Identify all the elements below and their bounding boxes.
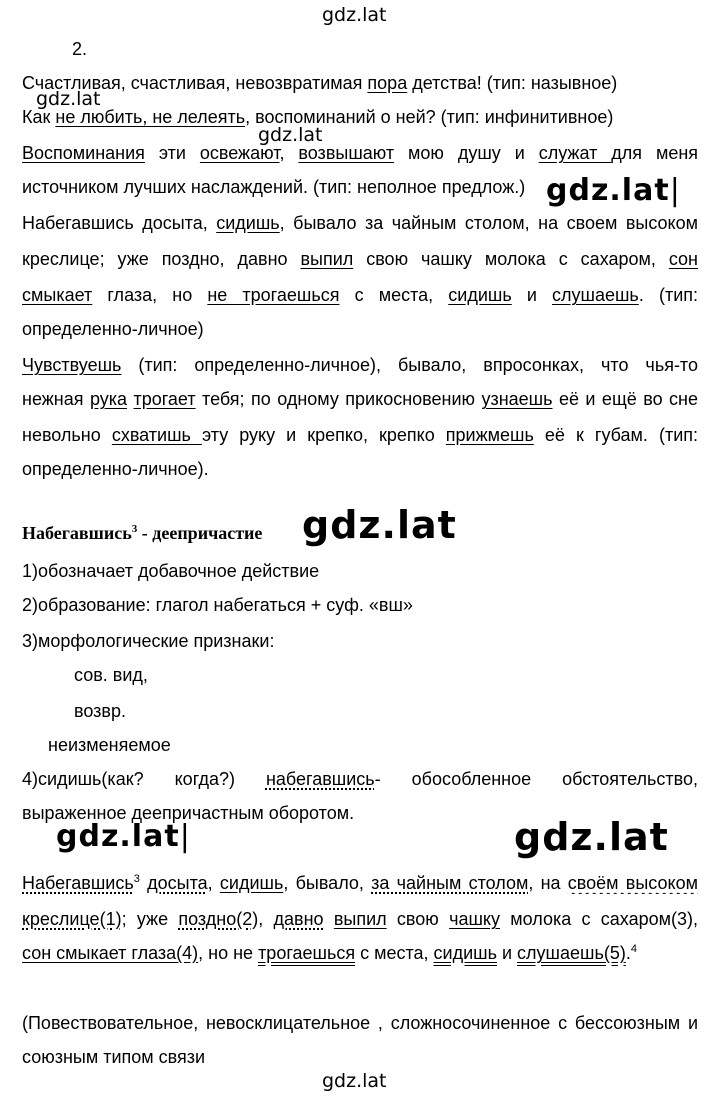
sentence-5-line-1: Чувствуешь (тип: определенно-личное), бывало, впросонках, что чья-то [22, 355, 698, 375]
feature-reflexive: возвр. [74, 701, 126, 721]
predicate: прижмешь [445, 425, 534, 445]
conclusion-line-1: (Повествовательное, невосклицательное , сложносочиненное с бессоюзным и [22, 1013, 698, 1033]
analysis-heading: Набегавшись$^3$ - деепричастие [22, 523, 263, 543]
feature-unchangeable: неизменяемое [48, 735, 171, 755]
sentence-5-line-4: определенно-личное). [22, 459, 209, 479]
predicate: служат [538, 143, 612, 163]
watermark: gdz.lat [322, 1070, 387, 1092]
subject: не любить, не лелеять [55, 107, 246, 127]
predicate: узнаешь [481, 389, 553, 409]
adverbial: за чайным столом [371, 873, 529, 893]
subject: Воспоминания [22, 143, 145, 163]
watermark-large: gdz.lat [514, 815, 669, 859]
predicate: не трогаешься [207, 285, 340, 305]
watermark-large: gdz.lat| [546, 173, 681, 208]
clause: сон смыкает глаза(4) [22, 943, 199, 963]
feature-aspect: сов. вид, [74, 665, 148, 685]
predicate: выпил [300, 249, 354, 269]
analysis-item-1: 1)обозначает добавочное действие [22, 561, 320, 581]
sentence-1: Счастливая, счастливая, невозвратимая пора детства! (тип: назывное) [22, 73, 618, 93]
analysis-item-3: 3)морфологические признаки: [22, 631, 275, 651]
predicate: слушаешь(5) [517, 943, 626, 963]
subject: сон [668, 249, 698, 269]
adverbial: набегавшись [265, 769, 375, 789]
watermark: gdz.lat [322, 4, 387, 26]
predicate: сидишь [448, 285, 512, 305]
sentence-5-line-3: невольно схватишь эту руку и крепко, крепко прижмешь её к губам. (тип: [22, 425, 698, 445]
watermark: gdz.lat [36, 88, 101, 110]
adverbial: давно [273, 909, 324, 929]
predicate: сидишь [433, 943, 497, 963]
predicate: Чувствуешь [22, 355, 122, 375]
sentence-4-line-4: определенно-личное) [22, 319, 204, 339]
parse-line-1: Набегавшись$^3$ досыта, сидишь, бывало, за чайным столом, на своём высоком [22, 873, 698, 893]
sentence-3-line-2: источником лучших наслаждений. (тип: неполное предлож.) [22, 177, 526, 197]
predicate: выпил [333, 909, 387, 929]
subject: пора [367, 73, 408, 93]
watermark-large: gdz.lat| [56, 819, 191, 854]
predicate: схватишь [111, 425, 202, 445]
analysis-item-4: 4)сидишь(как? когда?) набегавшись- обособленное обстоятельство, [22, 769, 698, 789]
predicate: сидишь [219, 873, 284, 893]
predicate: слушаешь [552, 285, 639, 305]
watermark: gdz.lat [258, 124, 323, 146]
analysis-item-2: 2)образование: глагол набегаться + суф. «вш» [22, 595, 413, 615]
sentence-4-line-2: креслице; уже поздно, давно выпил свою чашку молока с сахаром, сон [22, 249, 698, 269]
analysis-item-4-cont: выраженное деепричастным оборотом. [22, 803, 355, 823]
adverbial: креслице(1) [22, 909, 122, 929]
predicate: трогает [133, 389, 196, 409]
adverbial: поздно(2) [178, 909, 259, 929]
watermark-large: gdz.lat [302, 503, 457, 547]
predicate: сидишь [216, 213, 280, 233]
predicate: смыкает [22, 285, 93, 305]
predicate: возвышают [298, 143, 395, 163]
sentence-5-line-2: нежная рука трогает тебя; по одному прикосновению узнаешь её и ещё во сне [22, 389, 698, 409]
task-number: 2. [72, 39, 88, 59]
parse-line-3: сон смыкает глаза(4), но не трогаешься с места, сидишь и слушаешь(5).$^4$ [22, 943, 637, 963]
subject: рука [89, 389, 128, 409]
adverbial: досыта [147, 873, 208, 893]
sentence-4-line-1: Набегавшись досыта, сидишь, бывало за чайным столом, на своем высоком [22, 213, 698, 233]
sentence-3-line-1: Воспоминания эти освежают, возвышают мою душу и служат для меня [22, 143, 698, 163]
object: чашку [449, 909, 500, 929]
sentence-4-line-3: смыкает глаза, но не трогаешься с места, сидишь и слушаешь. (тип: [22, 285, 698, 305]
sentence-2: Как не любить, не лелеять, воспоминаний о ней? (тип: инфинитивное) [22, 107, 614, 127]
parse-line-2: креслице(1); уже поздно(2), давно выпил свою чашку молока с сахаром(3), [22, 909, 698, 929]
adverbial: Набегавшись [22, 873, 134, 893]
predicate: освежают [199, 143, 280, 163]
attribute: своём высоком [567, 873, 698, 893]
predicate: трогаешься [258, 943, 356, 963]
conclusion-line-2: союзным типом связи [22, 1047, 206, 1067]
